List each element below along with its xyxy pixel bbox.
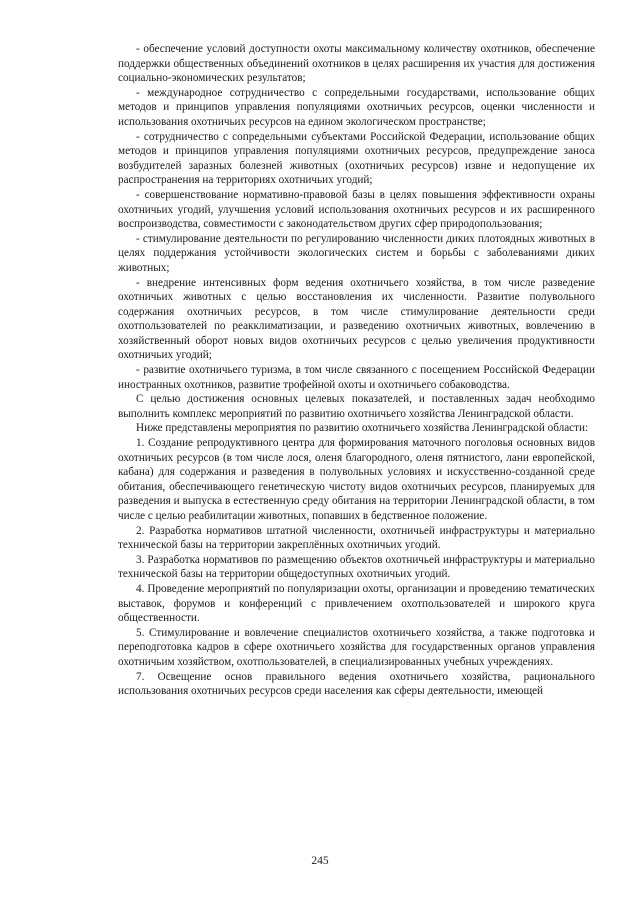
paragraph-hunting-tourism: - развитие охотничьего туризма, в том числе связанного с посещением Российской Федерации иностранных охотников, развитие трофейной охоты и охотничьего собаководства. [118, 364, 595, 391]
page-number: 245 [311, 855, 329, 867]
list-item-measure-4: 4. Проведение мероприятий по популяризации охоты, организации и проведению тематических выставок, форумов и конференций с привлечением охотпользователей и широкого круга общественности. [118, 582, 595, 625]
paragraph-predator-regulation: - стимулирование деятельности по регулированию численности диких плотоядных животных в целях поддержания устойчивости экологических систем и борьбы с заболеваниями диких животных; [118, 232, 595, 274]
paragraph-international-cooperation: - международное сотрудничество с сопредельными государствами, использование общих методов и принципов управления популяциями охотничьих ресурсов, оценки численности и использования охотничьих ресурсов на едином экологическом пространстве; [118, 86, 595, 128]
list-item-measure-7: 7. Освещение основ правильного ведения охотничьего хозяйства, рационального использования охотничьих ресурсов среди населения как сферы деятельности, имеющей [118, 670, 595, 698]
document-page [118, 42, 595, 699]
paragraph-regulatory-framework: - совершенствование нормативно-правовой базы в целях повышения эффективности охраны охотничьих угодий, улучшения условий использования охотничьих ресурсов и их расширенного воспроизводства, совместимости с законодательством других сфер природопользования; [118, 188, 595, 231]
list-item-measure-5: 5. Стимулирование и вовлечение специалистов охотничьего хозяйства, а также подготовка и переподготовка кадров в сфере охотничьего хозяйства для государственных органов управления охотничьим хозяйством, охотпользователей, в специализированных учебных учреждениях. [118, 626, 595, 668]
paragraph-regional-cooperation: - сотрудничество с сопредельными субъектами Российской Федерации, использование общих методов и принципов управления популяциями охотничьих ресурсов, предупреждение заноса возбудителей заразных болезней животных (охотничьих ресурсов) извне и недопущение их распространения на территориях охотничьих угодий; [118, 130, 595, 187]
paragraph-measures-intro: Ниже представлены мероприятия по развитию охотничьего хозяйства Ленинградской области: [136, 422, 589, 435]
paragraph-hunting-access: - обеспечение условий доступности охоты максимальному количеству охотников, обеспечение поддержки общественных объединений охотников в целях расширения их участия для достижения социально-экономических результатов; [118, 43, 595, 85]
paragraph-goals-summary: С целью достижения основных целевых показателей, и поставленных задач необходимо выполнить комплекс мероприятий по развитию охотничьего хозяйства Ленинградской области. [118, 393, 595, 420]
list-item-measure-3: 3. Разработка нормативов по размещению объектов охотничьей инфраструктуры и материально технической базы на территории общедоступных охотничьих угодий. [118, 553, 595, 581]
list-item-measure-1: 1. Создание репродуктивного центра для формирования маточного поголовья основных видов охотничьих ресурсов (в том числе лося, оленя благородного, оленя пятнистого, лани европейской, кабана) для содержания и разведения в полувольных условиях и искусственно-созданной среде обитания, обеспечивающего генетическую чистоту видов охотничьих ресурсов, планируемых для разведения и выпуска в естественную среду обитания на территории Ленинградской области, в том числе с целью реабилитации животных, попавших в бедственное положение. [118, 437, 595, 522]
paragraph-intensive-management: - внедрение интенсивных форм ведения охотничьего хозяйства, в том числе разведение охотничьих животных с целью восстановления их численности. Развитие полувольного содержания охотничьих ресурсов, в том числе стимулирование деятельности среди охотпользователей по реакклиматизации, и разведению охотничьих животных, вовлечению в хозяйственный оборот новых видов охотничьих ресурсов с целью увеличения продуктивности охотничьих угодий; [118, 276, 595, 362]
list-item-measure-2: 2. Разработка нормативов штатной численности, охотничьей инфраструктуры и материально технической базы на территории закреплённых охотничьих угодий. [118, 524, 595, 552]
